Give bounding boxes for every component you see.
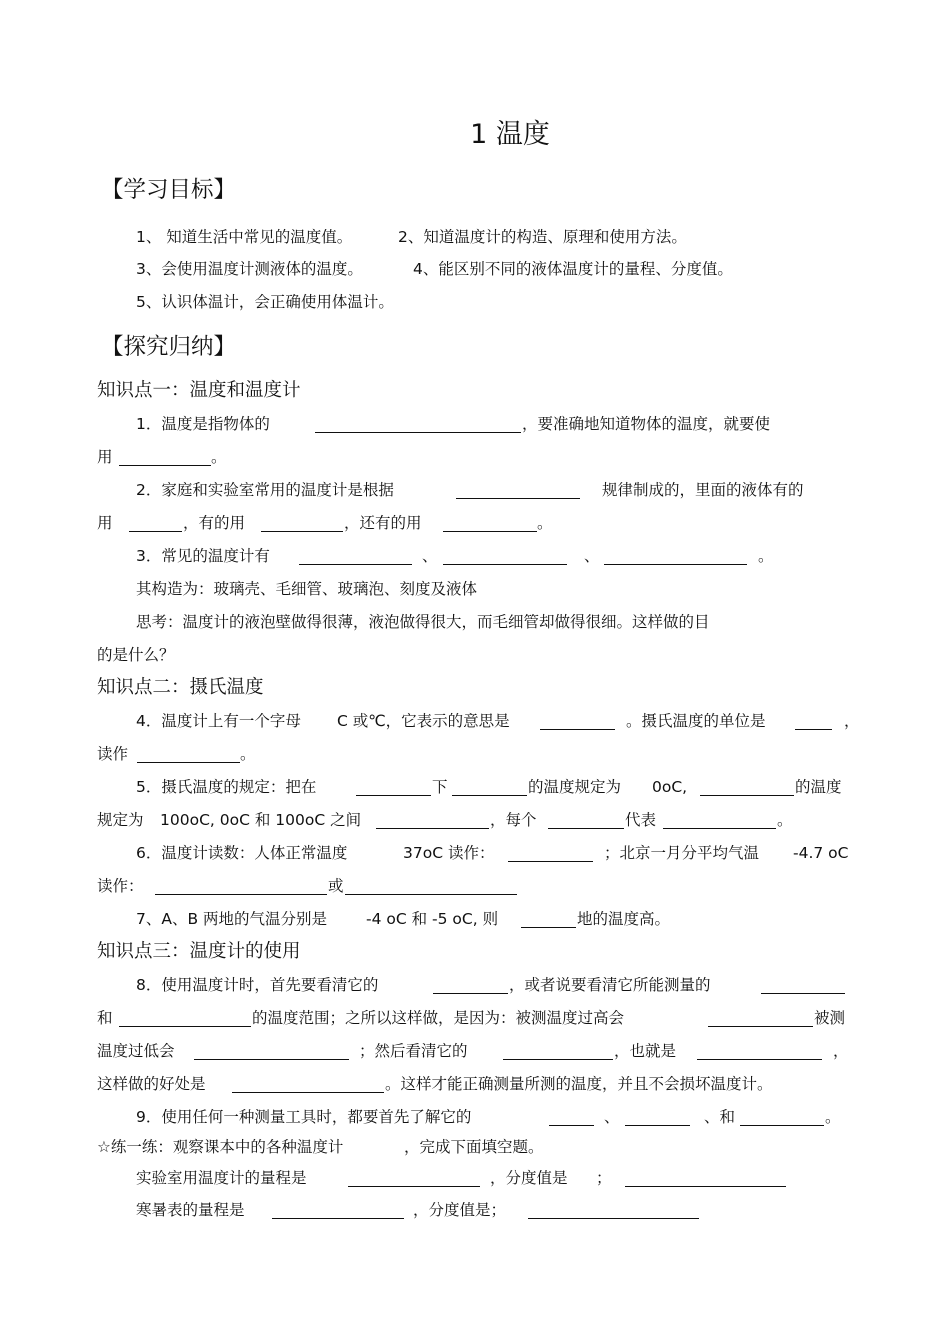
lab-text-c: ； bbox=[596, 1169, 612, 1187]
think-line-1: 思考：温度计的液泡壁做得很薄，液泡做得很大，而毛细管却做得很细。这样做的目 bbox=[136, 613, 710, 631]
q6-blank-1[interactable] bbox=[508, 861, 593, 862]
q2-text-b: 规律制成的，里面的液体有的 bbox=[602, 481, 804, 499]
q8-text-g: ；然后看清它的 bbox=[359, 1042, 468, 1060]
q8-blank-4[interactable] bbox=[708, 1026, 813, 1027]
q2-blank-1[interactable] bbox=[456, 498, 580, 499]
q9-blank-1[interactable] bbox=[549, 1125, 594, 1126]
q8-blank-1[interactable] bbox=[433, 993, 508, 994]
section-heading-explore: 【探究归纳】 bbox=[101, 334, 237, 360]
q9-text-a: 9．使用任何一种测量工具时，都要首先了解它的 bbox=[136, 1108, 472, 1126]
q2-text-d: ，有的用 bbox=[183, 514, 246, 532]
q6-text-f: 或 bbox=[328, 877, 344, 895]
q9-text-b: 、 bbox=[604, 1108, 620, 1126]
section-heading-goals: 【学习目标】 bbox=[101, 177, 237, 203]
q4-text-c: 。摄氏温度的单位是 bbox=[626, 712, 766, 730]
page-title: 1 温度 bbox=[470, 119, 550, 150]
q5-text-a: 5．摄氏温度的规定：把在 bbox=[136, 778, 317, 796]
lab-blank-2[interactable] bbox=[625, 1186, 786, 1187]
q6-text-a: 6．温度计读数：人体正常温度 bbox=[136, 844, 348, 862]
cold-text-a: 寒暑表的量程是 bbox=[136, 1201, 245, 1219]
q8-text-c: 和 bbox=[97, 1009, 113, 1027]
q1-text-c: 用 bbox=[97, 448, 113, 466]
lab-blank-1[interactable] bbox=[348, 1186, 480, 1187]
q9-text-d: 。 bbox=[825, 1108, 841, 1126]
q5-blank-3[interactable] bbox=[700, 795, 794, 796]
q1-text-a: 1．温度是指物体的 bbox=[136, 415, 270, 433]
q3-blank-1[interactable] bbox=[299, 564, 412, 565]
q6-text-b: 37oC 读作： bbox=[403, 844, 495, 862]
lab-text-a: 实验室用温度计的量程是 bbox=[136, 1169, 307, 1187]
q5-blank-6[interactable] bbox=[663, 828, 776, 829]
knowledge-point-1: 知识点一：温度和温度计 bbox=[97, 380, 301, 401]
q8-text-d: 的温度范围；之所以这样做，是因为：被测温度过高会 bbox=[252, 1009, 625, 1027]
q2-blank-4[interactable] bbox=[443, 531, 537, 532]
q7-blank-1[interactable] bbox=[521, 927, 576, 928]
q5-blank-5[interactable] bbox=[548, 828, 624, 829]
q1-text-d: 。 bbox=[211, 448, 227, 466]
q5-blank-1[interactable] bbox=[356, 795, 431, 796]
q8-blank-6[interactable] bbox=[503, 1059, 613, 1060]
q5-text-e: 的温度 bbox=[795, 778, 842, 796]
q9-text-c: 、和 bbox=[704, 1108, 736, 1126]
q5-text-i: 代表 bbox=[625, 811, 657, 829]
q8-blank-8[interactable] bbox=[232, 1092, 384, 1093]
q9-blank-3[interactable] bbox=[740, 1125, 824, 1126]
q6-text-e: 读作： bbox=[97, 877, 144, 895]
think-line-2: 的是什么？ bbox=[97, 646, 175, 664]
q3-text-a: 3．常见的温度计有 bbox=[136, 547, 270, 565]
q1-blank-1[interactable] bbox=[315, 432, 521, 433]
q3-text-b: 、 bbox=[422, 547, 438, 565]
q8-text-a: 8．使用温度计时，首先要看清它的 bbox=[136, 976, 379, 994]
q4-text-e: 读作 bbox=[97, 745, 129, 763]
cold-text-b: ，分度值是； bbox=[413, 1201, 507, 1219]
q7-text-b: -4 oC 和 -5 oC, 则 bbox=[366, 910, 499, 928]
knowledge-point-2: 知识点二：摄氏温度 bbox=[97, 677, 264, 698]
q8-text-e: 被测 bbox=[814, 1009, 846, 1027]
q2-blank-2[interactable] bbox=[129, 531, 182, 532]
q6-text-d: -4.7 oC bbox=[793, 844, 849, 862]
q7-text-a: 7、A、B 两地的气温分别是 bbox=[136, 910, 328, 928]
q5-text-f: 规定为 bbox=[97, 811, 144, 829]
q5-text-h: ，每个 bbox=[490, 811, 537, 829]
q4-blank-2[interactable] bbox=[795, 729, 832, 730]
q6-blank-3[interactable] bbox=[345, 894, 517, 895]
lab-text-b: ，分度值是 bbox=[490, 1169, 568, 1187]
q3-text-c: 、 bbox=[584, 547, 600, 565]
q6-text-c: ；北京一月分平均气温 bbox=[604, 844, 760, 862]
practice-text-a: ☆练一练：观察课本中的各种温度计 bbox=[97, 1138, 344, 1156]
goal-1: 1、 知道生活中常见的温度值。 bbox=[136, 228, 353, 246]
q8-text-i: ， bbox=[833, 1042, 849, 1060]
q8-blank-5[interactable] bbox=[194, 1059, 349, 1060]
q4-text-f: 。 bbox=[240, 745, 256, 763]
q5-text-g: 100oC, 0oC 和 100oC 之间 bbox=[160, 811, 362, 829]
q8-blank-3[interactable] bbox=[119, 1026, 251, 1027]
q5-blank-2[interactable] bbox=[452, 795, 527, 796]
q8-blank-7[interactable] bbox=[697, 1059, 822, 1060]
goal-3: 3、会使用温度计测液体的温度。 bbox=[136, 260, 363, 278]
practice-text-b: ，完成下面填空题。 bbox=[404, 1138, 544, 1156]
q4-blank-3[interactable] bbox=[137, 762, 240, 763]
q9-blank-2[interactable] bbox=[625, 1125, 690, 1126]
q2-text-e: ，还有的用 bbox=[344, 514, 422, 532]
q5-blank-4[interactable] bbox=[376, 828, 489, 829]
q7-text-c: 地的温度高。 bbox=[577, 910, 671, 928]
structure-note: 其构造为：玻璃壳、毛细管、玻璃泡、刻度及液体 bbox=[136, 580, 478, 598]
q3-text-d: 。 bbox=[758, 547, 774, 565]
q8-text-j: 这样做的好处是 bbox=[97, 1075, 206, 1093]
q6-blank-2[interactable] bbox=[155, 894, 327, 895]
q1-blank-2[interactable] bbox=[119, 465, 211, 466]
q5-text-b: 下 bbox=[432, 778, 448, 796]
q2-blank-3[interactable] bbox=[261, 531, 343, 532]
q8-text-f: 温度过低会 bbox=[97, 1042, 175, 1060]
q8-text-k: 。这样才能正确测量所测的温度，并且不会损坏温度计。 bbox=[385, 1075, 773, 1093]
q2-text-f: 。 bbox=[537, 514, 553, 532]
knowledge-point-3: 知识点三：温度计的使用 bbox=[97, 941, 301, 962]
q4-text-d: ， bbox=[844, 712, 860, 730]
q8-text-b: ，或者说要看清它所能测量的 bbox=[509, 976, 711, 994]
q8-blank-2[interactable] bbox=[761, 993, 845, 994]
q4-text-b: C 或℃，它表示的意思是 bbox=[337, 712, 510, 730]
q2-text-c: 用 bbox=[97, 514, 113, 532]
q5-text-d: 0oC, bbox=[652, 778, 688, 796]
q2-text-a: 2．家庭和实验室常用的温度计是根据 bbox=[136, 481, 394, 499]
q1-text-b: ，要准确地知道物体的温度，就要使 bbox=[522, 415, 771, 433]
cold-blank-1[interactable] bbox=[272, 1218, 404, 1219]
goal-2: 2、知道温度计的构造、原理和使用方法。 bbox=[398, 228, 687, 246]
q5-text-j: 。 bbox=[777, 811, 793, 829]
goal-4: 4、能区别不同的液体温度计的量程、分度值。 bbox=[413, 260, 733, 278]
q4-text-a: 4．温度计上有一个字母 bbox=[136, 712, 301, 730]
cold-blank-2[interactable] bbox=[528, 1218, 699, 1219]
q3-blank-2[interactable] bbox=[443, 564, 567, 565]
goal-5: 5、认识体温计，会正确使用体温计。 bbox=[136, 293, 394, 311]
q8-text-h: ，也就是 bbox=[614, 1042, 677, 1060]
q3-blank-3[interactable] bbox=[604, 564, 747, 565]
q5-text-c: 的温度规定为 bbox=[528, 778, 622, 796]
q4-blank-1[interactable] bbox=[540, 729, 615, 730]
